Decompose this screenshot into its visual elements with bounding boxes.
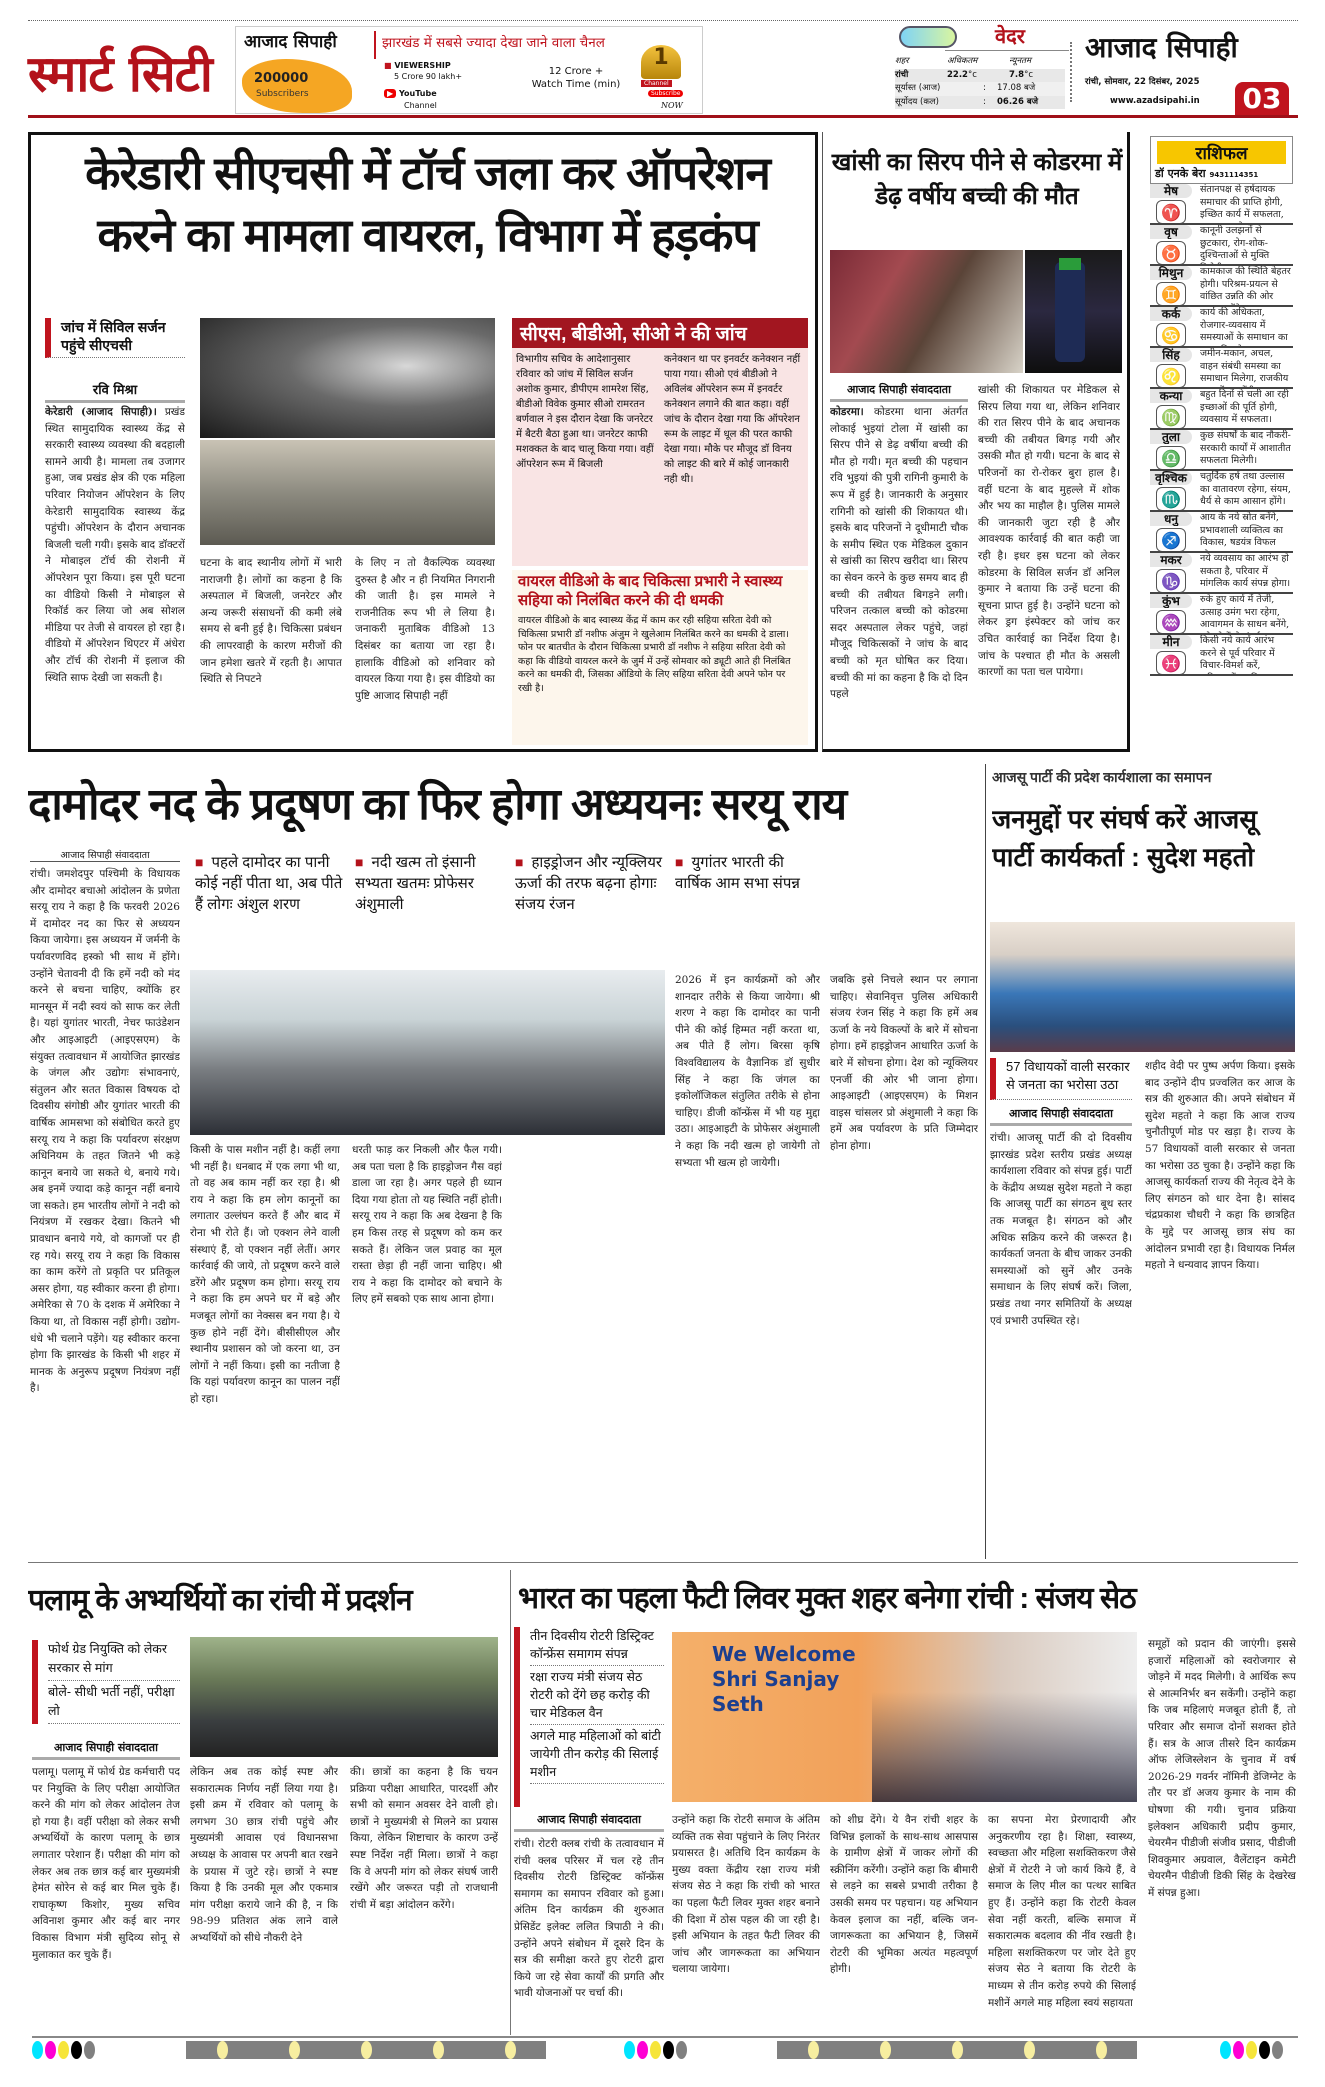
story6-col1: रांची। रोटरी क्लब रांची के तत्वावधान में रांची क्लब परिसर में चल रहे तीन दिवसीय रोटरी डिस्ट्रिक्ट कॉन्फ्रेंस समागम का समापन रविवार को हुआ। अंतिम दिन कार्यक्रम की शुरुआत प्रेसिडेंट इलेक्ट ललित त्रिपाठी ने की। उन्होंने अपने संबोधन में दूसरे दिन के सत्र की समीक्षा करते हुए रोटरी द्वारा किये जा रहे सेवा कार्यों की प्रगति और भावी योजनाओं पर चर्चा की। [514, 1838, 664, 2000]
registration-dot [58, 2041, 69, 2059]
rashi-text: कुछ संघर्षों के बाद नौकरी-सरकारी कार्यों में आशातीत सफलता मिलेगी। [1200, 430, 1291, 466]
registration-dot [637, 2041, 648, 2059]
registration-dot [1259, 2041, 1270, 2059]
story2-headline: खांसी का सिरप पीने से कोडरमा में डेढ़ वर्षीय बच्ची की मौत [831, 149, 1123, 210]
sunrise-time: 06.26 बजे [997, 96, 1039, 107]
registration-dot [32, 2041, 43, 2059]
story2-photo-syrup-bottle[interactable] [1025, 250, 1122, 373]
story6-sidehead [514, 1627, 664, 1807]
rashifal-list [1150, 184, 1293, 676]
event-banner-text: We Welcome Shri Sanjay Seth [712, 1642, 856, 1716]
rashi-name: मकर [1150, 553, 1192, 567]
ad-subscribers-label: Subscribers [256, 89, 309, 99]
youtube-play-icon: ▶ [384, 89, 396, 98]
story3-byline: आजाद सिपाही संवाददाता [30, 848, 180, 862]
astrologer-name: डॉ एनके बेरा [1155, 167, 1206, 180]
story1-headline-line1: केरेडारी सीएचसी में टॉर्च जला कर ऑपरेशन [85, 147, 770, 199]
weather-sunset-row [895, 82, 1065, 96]
rashifal-astrologer [1151, 166, 1292, 181]
zodiac-icon: ♑ [1156, 569, 1186, 593]
rashi-name: वृष [1150, 225, 1192, 239]
story5-col2: लेकिन अब तक कोई स्पष्ट और सकारात्मक निर्णय नहीं लिया गया है। इसी क्रम में रविवार को पलामू के लगभग 30 छात्र रांची पहुंचे और मुख्यमंत्री आवास एवं विधानसभा अध्यक्ष के आवास पर अपनी बात रखने के प्रयास में जुटे रहे। छात्रों ने स्पष्ट किया है कि उनकी मूल और एकमात्र मांग परीक्षा कराये जाने की है, न कि 98-99 प्रतिशत अंक लाने वाले अभ्यर्थियों को सीधे नौकरी देने [190, 1766, 338, 1944]
weather-min-unit: °c [1024, 69, 1033, 80]
bottle-cap-icon [1059, 258, 1081, 270]
weather-min: 7.8 [1009, 69, 1025, 80]
rashi-text: कार्य की अधिकता, रोजगार-व्यवसाय में समस्याओं के समाधान का [1200, 307, 1288, 343]
zodiac-icon: ♉ [1156, 241, 1186, 265]
story5-sidehead-2: बोले- सीधी भर्ती नहीं, परीक्षा लो [48, 1681, 180, 1724]
registration-mark [880, 2041, 891, 2059]
weather-sunrise-row [895, 96, 1065, 110]
story6-sidehead-3: अगले माह महिलाओं को बांटी जायेगी तीन करोड़ की सिलाई मशीन [530, 1725, 664, 1784]
investigation-box-title: सीएस, बीडीओ, सीओ ने की जांच [512, 318, 808, 348]
event-people-overlay [872, 1692, 1137, 1802]
rashi-row [1150, 266, 1293, 307]
registration-dot [663, 2041, 674, 2059]
weather-city-row [895, 69, 1065, 83]
viewership-label [384, 61, 451, 70]
story4-col1: रांची। आजसू पार्टी की दो दिवसीय झारखंड प्रदेश स्तरीय प्रखंड अध्यक्ष कार्यशाला रविवार को संपन्न हुई। पार्टी के केंद्रीय अध्यक्ष सुदेश महतो ने कहा कि आजसू पार्टी का संगठन बूथ स्तर तक मजबूत है। संगठन को और अधिक सक्रिय करने की जरूरत है। कार्यकर्ता जनता के बीच जाकर उनकी समस्याओं को सुनें और उनके समाधान के लिए संघर्ष करें। जिला, प्रखंड तथा नगर समितियों के अध्यक्ष एवं प्रभारी उपस्थित रहे। [990, 1132, 1132, 1327]
story6-headline: भारत का पहला फैटी लिवर मुक्त शहर बनेगा रांची : संजय सेठ [518, 1582, 1136, 1615]
story6-sidehead-2: रक्षा राज्य मंत्री संजय सेठ रोटरी को देंगे छह करोड़ की चार मेडिकल वैन [530, 1666, 664, 1725]
rashi-row [1150, 512, 1293, 553]
channel-label: Channel [404, 101, 437, 110]
story3-col4: 2026 में इन कार्यक्रमों को और शानदार तरीके से किया जायेगा। श्री शरण ने कहा कि दामोदर का पानी पीने की कोई हिम्मत नहीं करता था, अब पीते हैं लोग। बिरसा कृषि विश्वविद्यालय के वैज्ञानिक डॉ सुधीर सिंह ने कहा कि जंगल का इकोलॉजिकल संतुलित तरीके से होना चाहिए। डीजी कॉन्फ्रेंस में भी यह मुद्दा उठा। आइआइटी के प्रोफेसर अंशुमाली ने कहा कि नदी खत्म हो जायेगी तो सभ्यता भी खत्म हो जायेगी। [675, 974, 820, 1169]
watch-time-value: 12 Crore + [548, 66, 604, 77]
rashi-text: बहुत दिनों से चली आ रही इच्छाओं की पूर्ति होगी, व्यवसाय में सफलता। [1200, 389, 1289, 425]
story5-headline: पलामू के अभ्यर्थियों का रांची में प्रदर्शन [28, 1584, 412, 1617]
registration-mark [217, 2041, 228, 2059]
registration-dot [71, 2041, 82, 2059]
story6-col5: समूहों को प्रदान की जाएंगी। इससे हजारों महिलाओं को स्वरोजगार से जोड़ने में मदद मिलेगी। वे आर्थिक रूप से आत्मनिर्भर बन सकेंगी। उन्होंने कहा कि जब महिलाएं मजबूत होती हैं, तो परिवार और समाज दोनों सशक्त होते हैं। सत्र के आज तीसरे दिन कार्यक्रम ऑफ लेजिस्लेशन के चुनाव में वर्ष 2026-29 गवर्नर नॉमिनी डेजिग्नेट के तौर पर डॉ अजय कुमार के नाम की घोषणा की गयी। चुनाव प्रक्रिया इलेक्शन अधिकारी प्रदीप कुमार, चेयरमैन पीडीजी संजीव प्रसाद, पीडीजी शिवकुमार अग्रवाल, वैलेंटाइन कमेटी चेयरमैन पीडीजी डिकी सिंह के देखरेख में संपन्न हुआ। [1148, 1638, 1296, 1899]
story1-threat-box [512, 570, 808, 745]
rashi-text: कामकाज की स्थिति बेहतर होगी। परिश्रम-प्रयत्न से वांछित उन्नति की ओर [1200, 266, 1291, 302]
zodiac-icon: ♍ [1156, 405, 1186, 429]
dateline: रांची, सोमवार, 22 दिसंबर, 2025 [1085, 77, 1200, 87]
rashi-name: मेष [1150, 184, 1192, 198]
paper-name-logo: आजाद सिपाही [1085, 31, 1238, 64]
story6-photo-rotary-event[interactable] [672, 1632, 1137, 1802]
zodiac-icon: ♌ [1156, 364, 1186, 388]
rashi-row [1150, 430, 1293, 471]
story4-col2: शहीद वेदी पर पुष्प अर्पण किया। इसके बाद उन्होंने दीप प्रज्वलित कर आज के सत्र की शुरुआत की। अपने संबोधन में सुदेश महतो ने कहा कि आज राज्य चुनौतीपूर्ण मोड पर खड़ा है। राज्य के 57 विधायकों वाली सरकार से जनता का भरोसा उठ चुका है। उन्होंने कहा कि आजसू कार्यकर्ता राज्य की नेतृत्व देने के लिए संगठन को धार देना है। सांसद चंद्रप्रकाश चौधरी ने कहा कि छात्रहित के मुद्दे पर आजसू छात्र संघ का आंदोलन प्रभावी रहा है। विधायक निर्मल महतो ने धन्यवाद ज्ञापन किया। [1145, 1060, 1295, 1272]
rashi-text: कानूनी उलझनों से छुटकारा, रोग-शोक-दुश्चिन्ताओं से मुक्ति [1200, 225, 1270, 261]
registration-mark [808, 2041, 819, 2059]
bullet-4-text: युगांतर भारती की वार्षिक आम सभा संपन्न [675, 854, 800, 892]
bottom-rule [32, 2036, 1298, 2038]
weather-max: 22.2 [947, 69, 968, 80]
rashi-text: संतानपक्ष से हर्षदायक समाचार की प्राप्ति होगी, इच्छित कार्य में सफलता, [1200, 184, 1284, 220]
registration-dot [650, 2041, 661, 2059]
story4-kicker: आजसू पार्टी की प्रदेश कार्यशाला का समापन [992, 769, 1212, 785]
bullet-1-text: पहले दामोदर का पानी कोई नहीं पीता था, अब पीते हैं लोगः अंशुल शरण [195, 854, 343, 913]
story3-bullet-1 [195, 852, 345, 964]
subscribe-button[interactable]: Subscribe [648, 90, 683, 97]
story1-headline-line2: करने का मामला वायरल, विभाग में हड़कंप [97, 209, 758, 261]
weather-city: रांची [895, 69, 909, 80]
rashi-text: आय के नये स्रोत बनेंगे, प्रभावशाली व्यक्तित्व का विकास, षडयंत्र विफल [1200, 512, 1283, 548]
ad-tagline: झारखंड में सबसे ज्यादा देखा जाने वाला चैनल [382, 35, 605, 51]
astrologer-phone: 9431114351 [1209, 171, 1259, 179]
bullet-square-icon [195, 854, 211, 871]
youtube-logo [384, 89, 437, 98]
rashi-name: कर्क [1150, 307, 1192, 321]
ad-divider [374, 31, 376, 59]
weather-max-unit: °c [967, 69, 977, 80]
story3-headline: दामोदर नद के प्रदूषण का फिर होगा अध्ययनः सरयू राय [28, 780, 847, 829]
story1-photo-operation[interactable] [200, 318, 495, 438]
zodiac-icon: ♏ [1156, 487, 1186, 511]
sunset-label: सूर्यास्त (आज) [895, 83, 941, 93]
rashi-row [1150, 471, 1293, 512]
rashi-name: सिंह [1150, 348, 1192, 362]
website[interactable]: www.azadsipahi.in [1110, 96, 1200, 106]
jharkhand-map-icon [242, 59, 352, 113]
registration-mark [361, 2041, 372, 2059]
rashi-name: कन्या [1150, 389, 1192, 403]
rashi-text: किसी नये कार्य आरंभ करने से पूर्व परिवार में विचार-विमर्श करें, [1200, 635, 1275, 671]
story3-bullet-4 [675, 852, 820, 964]
story1-photo-officials[interactable] [200, 440, 495, 545]
weather-title-rule [945, 50, 1069, 51]
registration-dot [84, 2041, 95, 2059]
story1-col1-text: प्रखंड स्थित सामुदायिक स्वास्थ्य केंद्र से सरकारी स्वास्थ्य व्यवस्था की बदहाली सामने आयी है। मामला तब उजागर हुआ, जब प्रखंड क्षेत्र की एक महिला परिवार नियोजन ऑपरेशन के लिए केरेडारी सामुदायिक स्वास्थ्य केंद्र पहुंची। ऑपरेशन के दौरान अचानक बिजली चली गयी। इसके बाद डॉक्टरों ने मोबाइल टॉर्च की रोशनी में ऑपरेशन पूरा किया। इस पूरी घटना का वीडियो किसी ने मोबाइल से रिकॉर्ड कर लिया जो अब सोशल मीडिया पर तेजी से वायरल हो रहा है। वीडियो में ऑपरेशन थिएटर में अंधेरा और टॉर्च की रोशनी में इलाज की स्थिति साफ देखी जा सकती है। [45, 406, 185, 684]
zodiac-icon: ♈ [1156, 200, 1186, 224]
masthead-red-rule [28, 115, 1298, 118]
rashi-text: जमीन-मकान, अचल, वाहन संबंधी समस्या का समाधान मिलेगा, राजकीय [1200, 348, 1289, 384]
sunset-time: 17.08 बजे [997, 83, 1036, 93]
story3-col1: रांची। जमशेदपुर पश्चिमी के विधायक और दामोदर बचाओ आंदोलन के प्रणेता सरयू राय ने कहा है कि फरवरी 2026 में दामोदर नद का फिर से अध्ययन किया जायेगा। इस अध्ययन में जर्मनी के पर्यावरणविद हस्को भी साथ में होंगे। उन्होंने चेतावनी दी कि हमें नदी को मंद करने से बचना चाहिए, क्योंकि हर मानसून में नदी स्वयं को साफ कर लेती है। यहां युगांतर भारती, नेचर फाउंडेशन और आइआइटी (आइएसएम) के संयुक्त तत्वावधान में आयोजित झारखंड के जंगल और उद्योगः संभावनाएं, संतुलन और सतत विकास विषयक दो दिवसीय संगोष्ठी और युगांतर भारती की वार्षिक आमसभा को संबोधित करते हुए सरयू राय ने कहा कि पर्यावरण संरक्षण अधिनियम के तहत जितने भी कड़े कानून बनाये जा सकते थे, बनाये गये। अब इनमें ज्यादा कड़े कानून नहीं बनाये जा सकते। हम भारतीय लोगों ने नदी को नियंत्रण में रखकर देखा। कितने भी प्रावधान बनाये गये, वो कागजों पर ही रह गये। सरयू राय ने कहा कि विकास का काम करेंगे तो प्रकृति पर प्रतिकूल असर होगा, यह स्वीकार करना ही होगा। अमेरिका से 70 के दशक में अमेरिका ने किया था, तो विकास नहीं होगी। उद्योग-धंधे भी चलाने पड़ेंगे। यह स्वीकार करना होगा कि झारखंड के किसी भी शहर में मानक के अनुरूप प्रदूषण नियंत्रण नहीं है। [30, 868, 180, 1395]
section-title: स्मार्ट सिटी [28, 44, 212, 103]
color-dots [624, 2041, 689, 2063]
zodiac-icon: ♒ [1156, 610, 1186, 634]
watch-time-label: Watch Time (min) [531, 79, 621, 90]
page-number: 03 [1235, 82, 1289, 116]
weather-divider [1070, 42, 1072, 102]
rashi-row [1150, 594, 1293, 635]
registration-mark [505, 2041, 516, 2059]
story5-divider [510, 1570, 511, 2035]
registration-dot [1272, 2041, 1283, 2059]
story5-sidehead-1: फोर्थ ग्रेड नियुक्ति को लेकर सरकार से मांग [48, 1640, 180, 1681]
fold-rule [28, 1562, 1298, 1563]
rashifal-panel [1150, 136, 1293, 756]
story4-byline: आजाद सिपाही संवाददाता [990, 1106, 1132, 1126]
cloud-sun-icon [899, 26, 957, 48]
registration-dot [624, 2041, 635, 2059]
story3-col4-a [514, 1142, 664, 1558]
story2-col1 [830, 404, 968, 744]
rashi-row [1150, 348, 1293, 389]
story1-sidehead: जांच में सिविल सर्जन पहुंचे सीएचसी [45, 318, 185, 358]
registration-mark [289, 2041, 300, 2059]
badge-number: 1 [653, 45, 669, 70]
story6-col2: उन्होंने कहा कि रोटरी समाज के अंतिम व्यक्ति तक सेवा पहुंचाने के लिए निरंतर प्रयासरत है। अतिथि दिन कार्यक्रम के मुख्य वक्ता केंद्रीय रक्षा राज्य मंत्री संजय सेठ ने कहा कि रांची को भारत का पहला फैटी लिवर मुक्त शहर बनाने की दिशा में ठोस पहल की जा रही है। इसी अभियान के तहत फैटी लिवर की जांच और जागरूकता का अभियान चलाया जायेगा। [672, 1814, 820, 1976]
story2-dateline: कोडरमा। [830, 406, 864, 418]
threat-box-text: वायरल वीडिओ के बाद स्वास्थ्य केंद्र में काम कर रही सहिया सरिता देवी को चिकित्सा प्रभारी डॉ नशीफ अंजुम ने खुलेआम निलंबित करने का धमकी दे डाला। फोन पर बातचीत के दौरान चिकित्सा प्रभारी डॉ नशीफ ने सहिया सरिता देवी को कहा कि वीडियो वायरल करने के जुर्म में उन्हें सोमवार को ड्यूटी आते ही निलंबित करने का धमकी दी, जिसका ऑडियो के लिए सहिया सरिता देवी अपने फोन पर रखी है। [518, 615, 791, 694]
rashi-row [1150, 225, 1293, 266]
ad-brand: आजाद सिपाही [244, 32, 337, 52]
weather-table [895, 55, 1065, 109]
registration-dot [1233, 2041, 1244, 2059]
color-dots [1220, 2041, 1285, 2063]
rashi-row [1150, 389, 1293, 430]
rashi-text: नये व्यवसाय का आरंभ हो सकता है, परिवार में मांगलिक कार्य संपन्न होगा। [1200, 553, 1291, 589]
zodiac-icon: ♎ [1156, 446, 1186, 470]
top-dotted-rule [28, 20, 1298, 21]
rashifal-header [1150, 136, 1293, 184]
registration-mark [1024, 2041, 1035, 2059]
rashi-name: तुला [1150, 430, 1192, 444]
number-one-trophy-icon [641, 45, 681, 79]
weather-title: वेदर [995, 24, 1025, 48]
story3-bullet-2 [355, 852, 505, 964]
bullet-square-icon [675, 854, 691, 871]
story5-col3: की। छात्रों का कहना है कि चयन प्रक्रिया परीक्षा आधारित, पारदर्शी और सभी को समान अवसर देने वाली हो। छात्रों ने मुख्यमंत्री से मिलने का प्रयास किया, लेकिन शिष्टाचार के कारण उन्हें स्पष्ट निर्देश नहीं मिला। छात्रों ने कहा कि वे अपनी मांग को लेकर संघर्ष जारी रखेंगे और जरूरत पड़ी तो राजधानी रांची में बड़ा आंदोलन करेंगे। [350, 1766, 498, 1911]
registration-bar [777, 2041, 1137, 2059]
viewership-value: 5 Crore 90 lakh+ [394, 72, 463, 81]
ad-subscribers-count: 200000 [254, 71, 309, 86]
story3-col3: धरती फाड़ कर निकली और फैल गयी। अब पता चला है कि हाइड्रोजन गैस वहां डाला जा रहा है। अगर पहले ही ध्यान दिया गया होता तो यह स्थिति नहीं होती। सरयू राय ने कहा कि अब देखना है कि हम किस तरह से प्रदूषण को कम कर सकते हैं। लेकिन जल प्रवाह का मूल रास्ता छेड़ा ही नहीं जाना चाहिए। श्री राय ने कहा कि दामोदर को बचाने के लिए हमें सबको एक साथ आना होगा। [352, 1144, 502, 1306]
registration-dot [45, 2041, 56, 2059]
bullet-2-text: नदी खत्म तो इंसानी सभ्यता खतमः प्रोफेसर अंशुमाली [355, 854, 476, 913]
rashi-row [1150, 307, 1293, 348]
registration-dot [1220, 2041, 1231, 2059]
story4-divider [985, 764, 986, 1559]
syrup-bottle-icon [1055, 262, 1085, 362]
badge-label: Channel [641, 80, 672, 87]
youtube-ad-banner[interactable] [235, 26, 703, 114]
registration-mark [1096, 2041, 1107, 2059]
story5-photo-protest[interactable] [190, 1637, 498, 1757]
bullet-3-text: हाइड्रोजन और न्यूक्लियर ऊर्जा की तरफ बढ़ना होगाः संजय रंजन [515, 854, 663, 913]
weather-col-city: शहर [895, 56, 909, 66]
story4-sidehead: 57 विधायकों वाली सरकार से जनता का भरोसा उठा [990, 1058, 1132, 1100]
story6-byline: आजाद सिपाही संवाददाता [514, 1812, 664, 1832]
story3-col2: किसी के पास मशीन नहीं है। कहीं लगा भी नहीं है। धनबाद में एक लगा भी था, तो वह अब काम नहीं कर रहा है। श्री राय ने कहा कि हम लोग कानूनों का लगातार उल्लंघन करते हैं और बाद में रोना भी रोते हैं। जो एक्शन लेने वाली संस्थाएं हैं, वो एक्शन नहीं लेतीं। अगर कार्रवाई की जाये, तो प्रदूषण करने वाले डरेंगे और प्रदूषण कम होगा। सरयू राय ने कहा कि हम अपने घर में बड़े और मजबूत लोगों का नेक्सस बन गया है। ये कुछ होने नहीं देंगे। बीसीसीएल और स्थानीय प्रशासन को जो करना था, उन लोगों ने नहीं किया। इसी का नतीजा है कि यहां पर्यावरण कानून का पालन नहीं हो रहा। [190, 1144, 340, 1405]
print-registration-marks [32, 2041, 1298, 2061]
rashi-name: धनु [1150, 512, 1192, 526]
viewership-bullet-icon: ■ [384, 61, 395, 70]
zodiac-icon: ♊ [1156, 282, 1186, 306]
story6-col3: को शीघ्र देंगे। ये वैन रांची शहर के विभिन्न इलाकों के साथ-साथ आसपास के ग्रामीण क्षेत्रों में जाकर लोगों की स्क्रीनिंग करेंगी। उन्होंने कहा कि बीमारी से लड़ने का सबसे प्रभावी तरीका है उसकी समय पर पहचान। यह अभियान केवल इलाज का नहीं, बल्कि जन-जागरूकता का अभियान है, जिसमें रोटरी की भूमिका अत्यंत महत्वपूर्ण होगी। [830, 1814, 978, 1976]
story1-investigation-box [512, 318, 808, 566]
registration-mark [433, 2041, 444, 2059]
registration-mark [952, 2041, 963, 2059]
story4-photo-lamp-lighting[interactable] [990, 922, 1295, 1052]
story4-headline: जनमुद्दों पर संघर्ष करें आजसू पार्टी कार्यकर्ता : सुदेश महतो [992, 804, 1257, 872]
story1-byline: रवि मिश्रा [45, 380, 185, 403]
story1-col3: के लिए न तो वैकल्पिक व्यवस्था दुरुस्त है और न ही नियमित निगरानी की जाती है। इस मामले ने राजनीतिक रूप भी ले लिया है। जनाकरी मुताबिक वीडिओ 13 दिसंबर का बताया जा रहा है। हालाकि वीडिओ को शनिवार को वायरल किया गया है। इस वीडियो का पुष्टि आजाद सिपाही नहीं [355, 557, 495, 702]
rashi-row [1150, 184, 1293, 225]
story1-col2: घटना के बाद स्थानीय लोगों में भारी नाराजगी है। लोगों का कहना है कि अस्पताल में बिजली, जनरेटर और अन्य जरूरी संसाधनों की कमी लंबे समय से बनी हुई है। चिकित्सा प्रबंधन की लापरवाही के कारण मरीजों की जान हमेशा खतरे में रहती है। आपात स्थिति से निपटने [200, 557, 342, 686]
rashi-name: कुंभ [1150, 594, 1192, 608]
rashi-row [1150, 635, 1293, 676]
registration-bar [186, 2041, 546, 2059]
subscribe-now: NOW [661, 101, 683, 110]
zodiac-icon: ♋ [1156, 323, 1186, 347]
story2-photo-father[interactable] [830, 250, 1023, 373]
story5-byline: आजाद सिपाही संवाददाता [32, 1740, 180, 1760]
bullet-square-icon [515, 854, 531, 871]
story5-col1: पलामू। पलामू में फोर्थ ग्रेड कर्मचारी पद पर नियुक्ति के लिए परीक्षा आयोजित करने की मांग को लेकर आंदोलन तेज हो गया है। वहीं परीक्षा को लेकर सभी अभ्यर्थियों के कारण पलामू के छात्र लगातार परेशान हैं। परीक्षा की मांग को लेकर अब तक छात्र कई बार मुख्यमंत्री हेमंत सोरेन से कई बार मिल चुके हैं। राघाकृष्ण किशोर, मुख्य सचिव अविनाश कुमार और कई बार नगर विकास विभाग मंत्री सुदिव्य सोनू से मुलाकात कर चुके हैं। [32, 1766, 180, 1961]
sunrise-colon: : [983, 96, 986, 107]
story1-col1 [45, 404, 185, 744]
rashi-text: रुके हुए कार्य में तेजी, उत्साह उमंग भरा रहेगा, आवागमन के साधन बनेंगे, [1200, 594, 1290, 630]
color-dots [32, 2041, 97, 2063]
weather-header-row [895, 55, 1065, 69]
youtube-label: YouTube [398, 89, 437, 98]
rashi-name: वृश्चिक [1150, 471, 1192, 485]
story1-headline [45, 142, 810, 266]
rashi-name: मीन [1150, 635, 1192, 649]
story2-byline: आजाद सिपाही संवाददाता [830, 382, 968, 402]
threat-box-title: वायरल वीडिओ के बाद चिकित्सा प्रभारी ने स्वास्थ्य सहिया को निलंबित करने की दी धमकी [518, 573, 783, 609]
rashi-row [1150, 553, 1293, 594]
rashi-text: चतुर्दिक हर्ष तथा उल्लास का वातावरण रहेगा, संयम, धैर्य से काम आसान होंगे। [1200, 471, 1291, 507]
registration-dot [1246, 2041, 1257, 2059]
weather-col-max: अधिकतम [947, 56, 978, 66]
weather-box [895, 22, 1075, 114]
story2-col2: खांसी की शिकायत पर मेडिकल से सिरप लिया गया था, लेकिन शनिवार की रात सिरप पीने के बाद अचानक बच्ची की तबीयत बिगड़ गयी और उसकी मौत हो गयी। घटना के बाद से परिजनों का रो-रोकर बुरा हाल है। वहीं घटना के बाद मुहल्ले में शोक और भय का माहौल है। पुलिस मामले की जानकारी जुटा रही है और आवश्यक कार्रवाई की बात कही जा रही है। इधर इस घटना को लेकर कोडरमा के सिविल सर्जन डॉ अनिल कुमार ने बताया कि उन्हें घटना की सूचना प्राप्त हुई है। उन्होंने घटना को लेकर ड्रग इंस्पेक्टर को जांच कर उचित कार्रवाई का निर्देश दिया है। जांच के पश्चात ही मौत के असली कारणों का पता चल पायेगा। [978, 384, 1120, 679]
investigation-box-col1: विभागीय सचिव के आदेशानुसार रविवार को जांच में सिविल सर्जन अशोक कुमार, डीपीएम शामरेश सिंह, बीडीओ विवेक कुमार सीओ रामरतन बर्णवाल ने इस दौरान देखा कि जनरेटर में बैटरी बैठा हुआ था। जनरेटर काफी मशक्कत के बाद चालू किया गया। वहीं ऑपरेशन रूम में बिजली [516, 354, 654, 470]
story3-bullet-3 [515, 852, 665, 964]
bullet-square-icon [355, 854, 371, 871]
story3-col5: जबकि इसे निचले स्थान पर लगाना चाहिए। सेवानिवृत्त पुलिस अधिकारी संजय रंजन सिंह ने कहा कि हमें अब ऊर्जा के नये विकल्पों के बारे में सोचना होगा। हमें हाइड्रोजन आधारित ऊर्जा के बारे में सोचना होगा। देश को न्यूक्लियर एनर्जी की ओर भी जाना होगा। आइआइटी (आइएसएम) के मिशन वाइस चांसलर प्रो अंशुमाली ने कहा कि हमें अब पर्यावरण के प्रति जिम्मेदार होना होगा। [830, 974, 978, 1152]
story5-sidehead [32, 1640, 180, 1724]
registration-dot [676, 2041, 687, 2059]
sunset-colon: : [983, 83, 986, 93]
zodiac-icon: ♐ [1156, 528, 1186, 552]
story1-dateline: केरेडारी (आजाद सिपाही)। [45, 406, 157, 418]
zodiac-icon: ♓ [1156, 651, 1186, 675]
story2-col1-text: कोडरमा थाना अंतर्गत लोकाई भुइयां टोला में खांसी का सिरप पीने से डेढ़ वर्षीया बच्ची की मौत हो गयी। मृत बच्ची की पहचान रवि भुइयां की पुत्री रागिनी कुमारी के रूप में हुई है। जानकारी के अनुसार रागिनी को खांसी की शिकायत थी। इसके बाद परिजनों ने दूधीमाटी चौक के समीप स्थित एक मेडिकल दुकान से खांसी का सिरप खरीदा था। सिरप का सेवन करने के कुछ समय बाद ही बच्ची की तबीयत बिगड़ने लगी। परिजन तत्काल बच्ची को कोडरमा सदर अस्पताल लेकर पहुंचे, जहां मौजूद चिकित्सकों ने जांच के बाद बच्ची को मृत घोषित कर दिया। बच्ची की मां का कहना है कि दो दिन पहले [830, 406, 968, 701]
story6-col4: का सपना मेरा प्रेरणादायी और अनुकरणीय रहा है। शिक्षा, स्वास्थ्य, स्वच्छता और महिला सशक्तिकरण जैसे क्षेत्रों में रोटरी ने जो कार्य किये हैं, वे समाज के लिए मील का पत्थर साबित हुए हैं। उन्होंने कहा कि रोटरी केवल सेवा नहीं करती, बल्कि समाज में सकारात्मक बदलाव की नींव रखती है। महिला सशक्तिकरण पर जोर देते हुए संजय सेठ ने बताया कि रोटरी के माध्यम से तीन करोड़ रुपये की सिलाई मशीनें अगले माह महिला स्वयं सहायता [988, 1814, 1136, 2009]
rashi-name: मिथुन [1150, 266, 1192, 280]
weather-col-min: न्यूनतम [1009, 56, 1032, 66]
sunrise-label: सूर्योदय (कल) [895, 96, 939, 107]
viewership-label-text: VIEWERSHIP [394, 61, 451, 70]
watch-time [526, 65, 626, 91]
investigation-box-col2: कनेक्शन था पर इनवर्टर कनेक्शन नहीं पाया गया। सीओ एवं बीडीओ ने अविलंब ऑपरेशन रूम में इनवर्टर कनेक्शन लगाने की बात कहा। वहीं जांच के दौरान देखा गया कि ऑपरेशन रूम के लाइट में धूल की परत काफी देखा गया। मौके पर मौजूद डॉ विनय को लाइट की बारे में कोई जानकारी नही थी। [664, 354, 801, 485]
story6-sidehead-1: तीन दिवसीय रोटरी डिस्ट्रिक्ट कॉन्फ्रेंस समागम संपन्न [530, 1627, 664, 1666]
story3-photo-book-release[interactable] [190, 970, 665, 1135]
rashifal-title: राशिफल [1157, 141, 1286, 164]
